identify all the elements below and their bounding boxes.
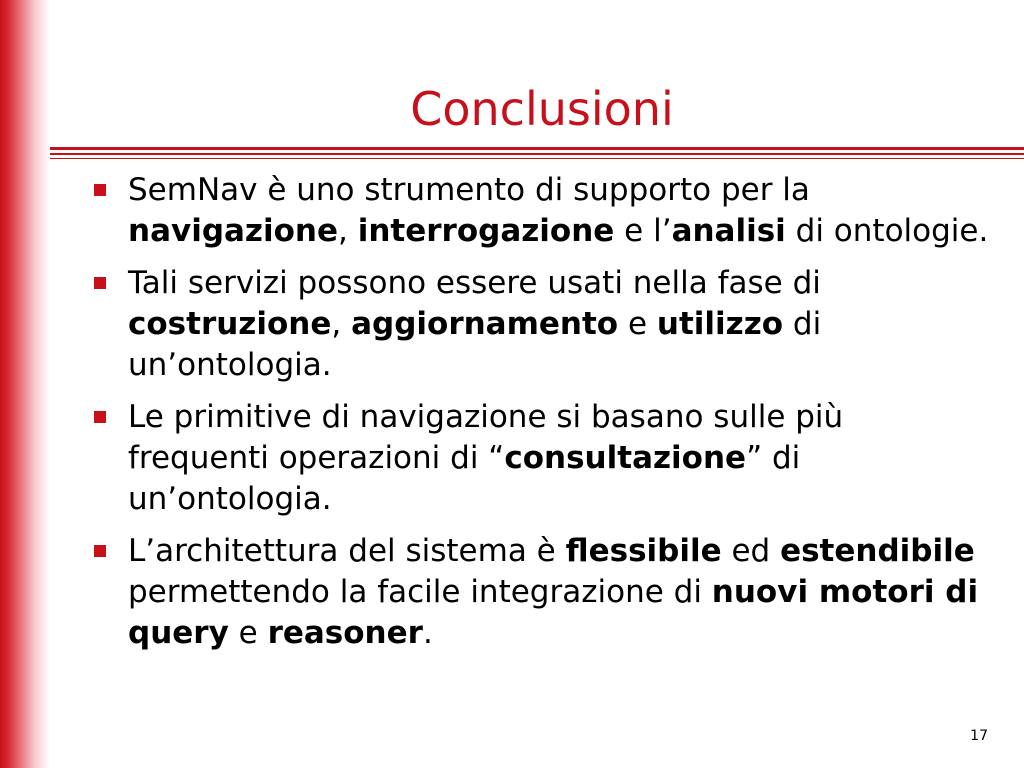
bullet-text-bold: costruzione: [128, 306, 332, 342]
bullet-text: SemNav è uno strumento di supporto per la: [128, 172, 810, 208]
title-divider-line: [50, 158, 1024, 159]
bullet-text: ” di un’ontologia.: [128, 440, 801, 517]
bullet-text: e: [618, 306, 657, 342]
bullet-text-bold: navigazione: [128, 213, 338, 249]
bullet-text-bold: aggiornamento: [351, 306, 619, 342]
bullet-text: e: [228, 615, 268, 651]
bullet-text: e l’: [614, 213, 672, 249]
bullet-text-bold: consultazione: [504, 440, 747, 476]
bullet-text-bold: interrogazione: [357, 213, 615, 249]
square-bullet-icon: [94, 184, 106, 196]
bullet-text-bold: estendibile: [780, 533, 975, 569]
bullet-list: [90, 170, 990, 665]
bullet-text-bold: analisi: [671, 213, 786, 249]
slide-title: Conclusioni: [410, 82, 674, 136]
bullet-text-bold: utilizzo: [656, 306, 784, 342]
bullet-item: [90, 263, 990, 386]
square-bullet-icon: [94, 411, 106, 423]
bullet-text-bold: reasoner: [267, 615, 423, 651]
bullet-text: di ontologie.: [785, 213, 989, 249]
bullet-text-bold: nuovi motori di query: [128, 574, 979, 651]
bullet-item: [90, 531, 990, 654]
bullet-text-bold: flessibile: [565, 533, 722, 569]
bullet-text: di un’ontologia.: [128, 306, 822, 383]
bullet-item: [90, 170, 990, 252]
page-number: 17: [970, 728, 988, 744]
title-divider-line: [50, 153, 1024, 155]
bullet-text: ,: [338, 213, 358, 249]
title-divider-line: [50, 147, 1024, 150]
bullet-text: permettendo la facile integrazione di: [128, 574, 712, 610]
bullet-text: Tali servizi possono essere usati nella fase di: [128, 265, 821, 301]
bullet-text: L’architettura del sistema è: [128, 533, 566, 569]
bullet-text: ,: [331, 306, 352, 342]
square-bullet-icon: [94, 277, 106, 289]
left-gradient-band: [0, 0, 50, 768]
bullet-text: ed: [721, 533, 781, 569]
bullet-text: .: [422, 615, 433, 651]
bullet-item: [90, 397, 990, 520]
square-bullet-icon: [94, 545, 106, 557]
bullet-text: Le primitive di navigazione si basano sulle più frequenti operazioni di “: [128, 399, 844, 476]
